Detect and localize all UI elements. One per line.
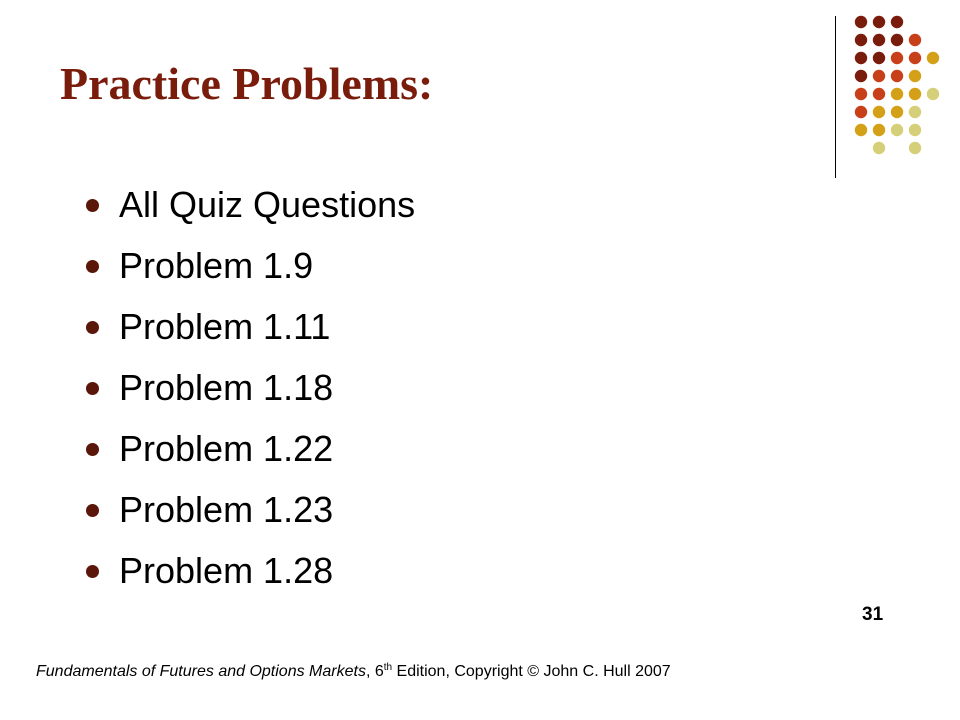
decorative-dot <box>891 70 903 82</box>
bullet-item-problem-1-18 <box>86 357 415 418</box>
decorative-dot <box>873 124 885 136</box>
decorative-dot <box>855 52 867 64</box>
decorative-dot <box>855 70 867 82</box>
bullet-text: Problem 1.22 <box>119 428 334 469</box>
bullet-dot-icon <box>86 504 99 517</box>
footer-edition-superscript: th <box>383 662 393 673</box>
decorative-dot <box>855 34 867 46</box>
decorative-dot <box>891 34 903 46</box>
decorative-dot <box>855 88 867 100</box>
bullet-item-problem-1-9 <box>86 235 415 296</box>
decorative-dot <box>873 70 885 82</box>
decorative-dot <box>891 88 903 100</box>
decorative-dot <box>873 52 885 64</box>
slide-number: 31 <box>862 604 884 625</box>
footer-copyright <box>36 662 671 681</box>
decorative-dot <box>909 52 921 64</box>
decorative-dot <box>891 106 903 118</box>
decorative-dot <box>873 142 885 154</box>
decorative-dot <box>855 124 867 136</box>
decorative-dot-grid <box>0 0 960 200</box>
bullet-dot-icon <box>86 443 99 456</box>
bullet-item-quiz <box>86 174 415 235</box>
bullet-dot-icon <box>86 260 99 273</box>
decorative-dot <box>909 34 921 46</box>
decorative-dot <box>909 88 921 100</box>
bullet-text: Problem 1.9 <box>119 245 314 286</box>
bullet-item-problem-1-28 <box>86 540 415 601</box>
decorative-dot <box>855 16 867 28</box>
decorative-dot <box>891 52 903 64</box>
decorative-dot <box>927 52 939 64</box>
footer-book-title: Fundamentals of Futures and Options Markets <box>36 663 366 680</box>
decorative-dot <box>927 88 939 100</box>
bullet-item-problem-1-23 <box>86 479 415 540</box>
decorative-dot <box>891 16 903 28</box>
decorative-dot <box>873 106 885 118</box>
slide-title: Practice Problems: <box>60 58 434 109</box>
footer-edition-rest: Edition, Copyright © John C. Hull 2007 <box>392 663 671 680</box>
decorative-dot <box>873 16 885 28</box>
decorative-dot <box>909 142 921 154</box>
decorative-dot <box>891 124 903 136</box>
bullet-text: Problem 1.23 <box>119 489 334 530</box>
bullet-text: All Quiz Questions <box>119 184 416 225</box>
vertical-divider <box>835 16 836 178</box>
bullet-text: Problem 1.11 <box>119 306 331 347</box>
bullet-item-problem-1-11 <box>86 296 415 357</box>
bullet-text: Problem 1.28 <box>119 550 334 591</box>
footer-edition-prefix: , 6 <box>365 663 384 680</box>
bullet-dot-icon <box>86 565 99 578</box>
decorative-dot <box>909 70 921 82</box>
bullet-item-problem-1-22 <box>86 418 415 479</box>
bullet-text: Problem 1.18 <box>119 367 334 408</box>
bullet-dot-icon <box>86 321 99 334</box>
decorative-dot <box>873 34 885 46</box>
decorative-dot <box>909 106 921 118</box>
bullet-dot-icon <box>86 382 99 395</box>
decorative-dot <box>909 124 921 136</box>
decorative-dot <box>855 106 867 118</box>
bullet-list <box>86 174 415 601</box>
bullet-dot-icon <box>86 199 99 212</box>
decorative-dot <box>873 88 885 100</box>
